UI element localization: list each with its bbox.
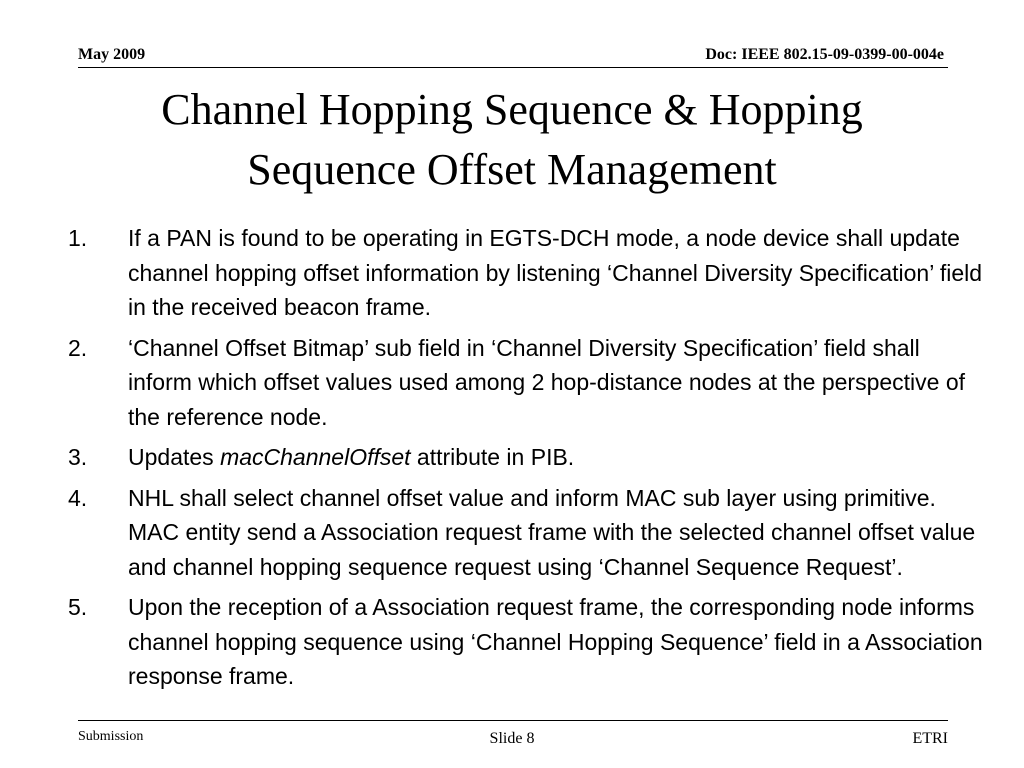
list-item-number: 3. [68,444,88,470]
footer-slide-number: Slide 8 [489,730,535,747]
list-item-text: ‘Channel Offset Bitmap’ sub field in ‘Channel Diversity Specification’ field shall inform which offset values used among 2 hop-distance nodes at the perspective of the reference node. [128,334,966,430]
list-item [68,590,988,694]
slide-title-line-1: Channel Hopping Sequence & Hopping [161,85,863,134]
header-document-id: Doc: IEEE 802.15-09-0399-00-004e [705,46,944,63]
list-item [68,440,988,475]
list-item-text-italic: macChannelOffset [220,444,411,470]
list-item-text: NHL shall select channel offset value and inform MAC sub layer using primitive. MAC entity send a Association request frame with the selected channel offset value and channel hopping sequence request using ‘Channel Sequence Request’. [128,484,976,580]
list-item-text-before: Updates [128,444,221,470]
list-item-number: 2. [68,334,88,361]
list-item [68,481,988,585]
list-item-text: If a PAN is found to be operating in EGTS-DCH mode, a node device shall update channel hopping offset information by listening ‘Channel Diversity Specification’ field in the received beacon frame. [128,225,983,320]
list-item-text [128,444,574,470]
list-item [68,331,988,435]
list-item-text: Upon the reception of a Association request frame, the corresponding node informs channel hopping sequence using ‘Channel Hopping Sequence’ field in a Association response frame. [128,594,983,689]
list-item-number: 5. [68,594,88,620]
list-item-text-after: attribute in PIB. [410,444,575,470]
numbered-list [68,221,988,700]
slide-title-line-2: Sequence Offset Management [247,145,777,194]
header-date: May 2009 [78,46,146,63]
slide-title [60,80,964,200]
list-item [68,221,988,325]
footer-divider [78,720,948,721]
header-divider [78,67,948,68]
list-item-number: 4. [68,484,88,511]
footer-organization: ETRI [912,730,948,747]
list-item-number: 1. [68,225,88,251]
footer-submission-label: Submission [78,729,144,744]
